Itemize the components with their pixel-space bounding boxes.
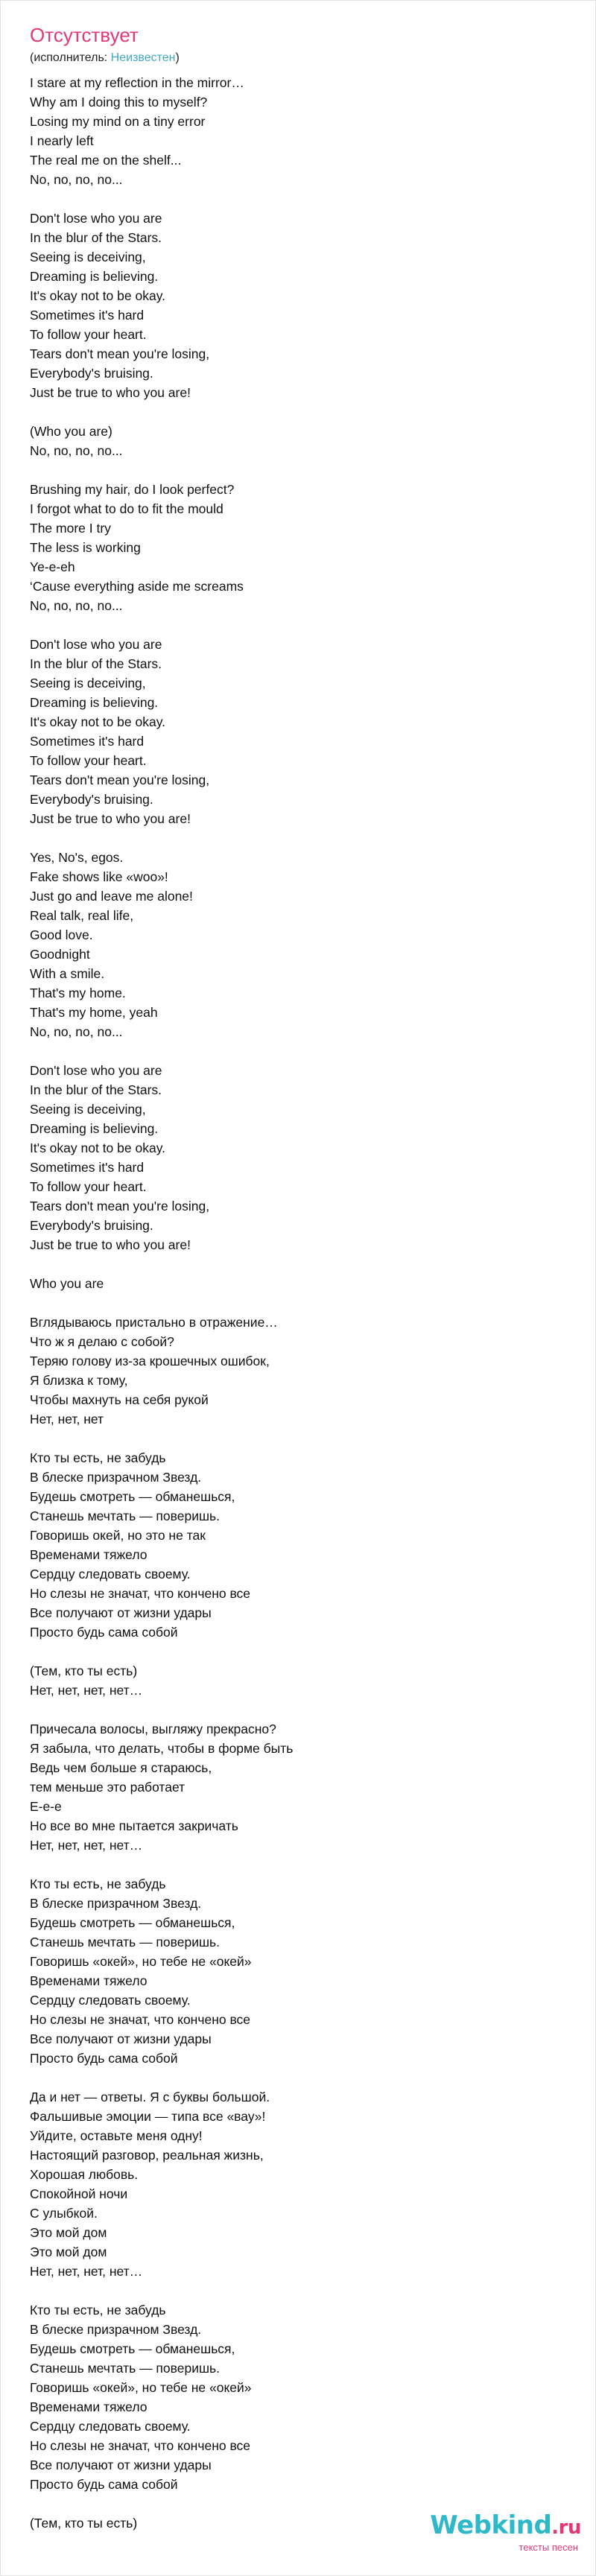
lyric-line: (Тем, кто ты есть) — [30, 2516, 138, 2531]
lyric-line: To follow your heart. — [30, 1179, 147, 1194]
lyric-line: Сердцу следовать своему. — [30, 1993, 191, 2008]
stanza-break — [30, 189, 566, 209]
lyric-line: Don't lose who you are — [30, 637, 162, 652]
lyric-line: The less is working — [30, 540, 141, 555]
lyric-line: Нет, нет, нет — [30, 1412, 104, 1427]
lyric-line: Сердцу следовать своему. — [30, 1567, 191, 1582]
lyric-line: Но слезы не значат, что кончено все — [30, 1586, 251, 1601]
lyric-line: Просто будь сама собой — [30, 2051, 178, 2066]
lyric-line: Goodnight — [30, 947, 90, 962]
lyric-line: That's my home, yeah — [30, 1005, 158, 1020]
lyric-line: Real talk, real life, — [30, 908, 134, 923]
logo-tld: .ru — [551, 2516, 581, 2539]
lyric-line: Ведь чем больше я стараюсь, — [30, 1760, 212, 1775]
artist-line — [30, 51, 180, 66]
lyric-line: To follow your heart. — [30, 753, 147, 768]
lyric-line: Dreaming is believing. — [30, 1121, 159, 1136]
stanza-break — [30, 1041, 566, 1061]
lyric-line: Everybody's bruising. — [30, 1218, 153, 1233]
lyric-line: Теряю голову из-за крошечных ошибок, — [30, 1354, 270, 1368]
stanza-break — [30, 615, 566, 635]
lyric-line: In the blur of the Stars. — [30, 656, 162, 671]
logo-tagline: тексты песен — [519, 2542, 578, 2553]
lyric-line: Tears don't mean you're losing, — [30, 1199, 210, 1214]
lyric-line: Все получают от жизни удары — [30, 2458, 212, 2472]
lyric-line: Losing my mind on a tiny error — [30, 114, 206, 129]
lyric-line: Фальшивые эмоции — типа все «вау»! — [30, 2109, 266, 2124]
stanza-break — [30, 1855, 566, 1874]
lyric-line: The more I try — [30, 521, 111, 536]
lyric-line: Good love. — [30, 927, 93, 942]
lyric-line: Уйдите, оставьте меня одну! — [30, 2128, 203, 2143]
lyric-line: That's my home. — [30, 986, 126, 1000]
lyric-line: Просто будь сама собой — [30, 2477, 178, 2492]
stanza-break — [30, 1700, 566, 1719]
stanza-break — [30, 460, 566, 480]
lyric-line: В блеске призрачном Звезд. — [30, 1896, 202, 1911]
lyric-line: Seeing is deceiving, — [30, 250, 146, 264]
lyric-line: Я близка к тому, — [30, 1373, 128, 1388]
lyric-line: Кто ты есть, не забудь — [30, 2303, 166, 2318]
lyric-line: Все получают от жизни удары — [30, 1605, 212, 1620]
lyric-line: ‘Cause everything aside me screams — [30, 579, 244, 594]
lyric-line: Seeing is deceiving, — [30, 1102, 146, 1117]
lyric-line: I nearly left — [30, 133, 94, 148]
lyric-line: Но слезы не значат, что кончено все — [30, 2438, 251, 2453]
lyric-line: To follow your heart. — [30, 327, 147, 342]
lyric-line: Fake shows like «woo»! — [30, 869, 168, 884]
lyric-line: No, no, no, no... — [30, 443, 123, 458]
lyric-line: I stare at my reflection in the mirror… — [30, 75, 244, 90]
lyric-line: Говоришь окей, но это не так — [30, 1528, 206, 1543]
site-watermark — [402, 2510, 581, 2553]
lyric-line: In the blur of the Stars. — [30, 1082, 162, 1097]
lyric-line: Кто ты есть, не забудь — [30, 1877, 166, 1891]
lyric-line: В блеске призрачном Звезд. — [30, 1470, 202, 1485]
lyric-line: Станешь мечтать — поверишь. — [30, 1509, 220, 1523]
stanza-break — [30, 1293, 566, 1313]
lyric-line: Нет, нет, нет, нет… — [30, 1838, 143, 1853]
lyric-line: Что ж я делаю с собой? — [30, 1334, 174, 1349]
lyric-line: Кто ты есть, не забудь — [30, 1450, 166, 1465]
lyric-line: Станешь мечтать — поверишь. — [30, 2361, 220, 2376]
lyric-line: Будешь смотреть — обманешься, — [30, 1489, 235, 1504]
lyric-line: With a smile. — [30, 966, 105, 981]
lyric-line: Brushing my hair, do I look perfect? — [30, 482, 235, 497]
lyrics-text — [30, 73, 566, 2533]
lyric-line: Just be true to who you are! — [30, 1237, 191, 1252]
stanza-break — [30, 402, 566, 422]
stanza-break — [30, 2068, 566, 2087]
stanza-break — [30, 2281, 566, 2300]
lyric-line: Е-е-е — [30, 1799, 62, 1814]
lyric-line: In the blur of the Stars. — [30, 230, 162, 245]
lyric-line: Ye-e-eh — [30, 559, 75, 574]
lyric-line: Sometimes it's hard — [30, 1160, 145, 1175]
stanza-break — [30, 1642, 566, 1661]
lyric-line: Будешь смотреть — обманешься, — [30, 1915, 235, 1930]
logo-name: Webkind — [430, 2510, 552, 2540]
lyric-line: Нет, нет, нет, нет… — [30, 1683, 143, 1698]
lyric-line: В блеске призрачном Звезд. — [30, 2322, 202, 2337]
lyric-line: Да и нет — ответы. Я с буквы большой. — [30, 2090, 270, 2104]
stanza-break — [30, 1429, 566, 1448]
lyric-line: Будешь смотреть — обманешься, — [30, 2341, 235, 2356]
lyric-line: (Who you are) — [30, 424, 112, 439]
lyric-line: No, no, no, no... — [30, 172, 123, 187]
lyric-line: No, no, no, no... — [30, 1024, 123, 1039]
lyric-line: Причесала волосы, выгляжу прекрасно? — [30, 1722, 276, 1736]
lyric-line: Нет, нет, нет, нет… — [30, 2264, 143, 2279]
lyric-line: Но все во мне пытается закричать — [30, 1818, 238, 1833]
lyric-line: Who you are — [30, 1276, 104, 1291]
lyric-line: Tears don't mean you're losing, — [30, 346, 210, 361]
lyric-line: Sometimes it's hard — [30, 734, 145, 749]
lyric-line: Everybody's bruising. — [30, 792, 153, 807]
artist-suffix: ) — [175, 51, 180, 64]
artist-prefix: (исполнитель: — [30, 51, 111, 64]
lyric-line: Сердцу следовать своему. — [30, 2419, 191, 2434]
lyric-line: Just go and leave me alone! — [30, 889, 193, 904]
lyric-line: С улыбкой. — [30, 2206, 98, 2221]
lyric-line: Временами тяжело — [30, 1973, 148, 1988]
lyric-line: Временами тяжело — [30, 2399, 148, 2414]
song-title: Отсутствует — [30, 24, 139, 46]
webkind-logo — [402, 2510, 581, 2542]
stanza-break — [30, 1254, 566, 1274]
lyric-line: I forgot what to do to fit the mould — [30, 501, 224, 516]
lyric-line: Говоришь «окей», но тебе не «окей» — [30, 1954, 252, 1969]
lyric-line: тем меньше это работает — [30, 1780, 186, 1795]
lyric-line: Why am I doing this to myself? — [30, 95, 208, 110]
lyric-line: Вглядываюсь пристально в отражение… — [30, 1315, 278, 1330]
lyric-line: Это мой дом — [30, 2245, 107, 2259]
lyric-line: Tears don't mean you're losing, — [30, 773, 210, 787]
lyric-line: Dreaming is believing. — [30, 269, 159, 284]
lyric-line: Это мой дом — [30, 2225, 107, 2240]
lyric-line: Я забыла, что делать, чтобы в форме быть — [30, 1741, 294, 1756]
lyric-line: Все получают от жизни удары — [30, 2031, 212, 2046]
lyric-line: The real me on the shelf... — [30, 153, 182, 168]
lyric-line: It's okay not to be okay. — [30, 1141, 166, 1155]
stanza-break — [30, 828, 566, 848]
lyric-line: Говоришь «окей», но тебе не «окей» — [30, 2380, 252, 2395]
lyric-line: Just be true to who you are! — [30, 385, 191, 400]
lyric-line: (Тем, кто ты есть) — [30, 1663, 138, 1678]
lyric-line: Станешь мечтать — поверишь. — [30, 1935, 220, 1950]
lyric-line: Чтобы махнуть на себя рукой — [30, 1392, 209, 1407]
artist-link[interactable]: Неизвестен — [110, 51, 176, 64]
lyric-line: Dreaming is believing. — [30, 695, 159, 710]
lyric-line: Временами тяжело — [30, 1547, 148, 1562]
lyric-line: Хорошая любовь. — [30, 2167, 139, 2182]
lyric-line: Настоящий разговор, реальная жизнь, — [30, 2148, 264, 2163]
lyric-line: Sometimes it's hard — [30, 308, 145, 323]
lyric-line: Everybody's bruising. — [30, 366, 153, 381]
lyric-line: It's okay not to be okay. — [30, 288, 166, 303]
lyric-line: Seeing is deceiving, — [30, 676, 146, 691]
lyric-line: It's okay not to be okay. — [30, 714, 166, 729]
lyric-line: Но слезы не значат, что кончено все — [30, 2012, 251, 2027]
lyric-line: No, no, no, no... — [30, 598, 123, 613]
lyric-line: Don't lose who you are — [30, 1063, 162, 1078]
lyric-line: Просто будь сама собой — [30, 1625, 178, 1640]
lyric-line: Спокойной ночи — [30, 2186, 128, 2201]
lyric-line: Don't lose who you are — [30, 211, 162, 226]
lyric-line: Just be true to who you are! — [30, 811, 191, 826]
lyric-line: Yes, No's, egos. — [30, 850, 124, 865]
